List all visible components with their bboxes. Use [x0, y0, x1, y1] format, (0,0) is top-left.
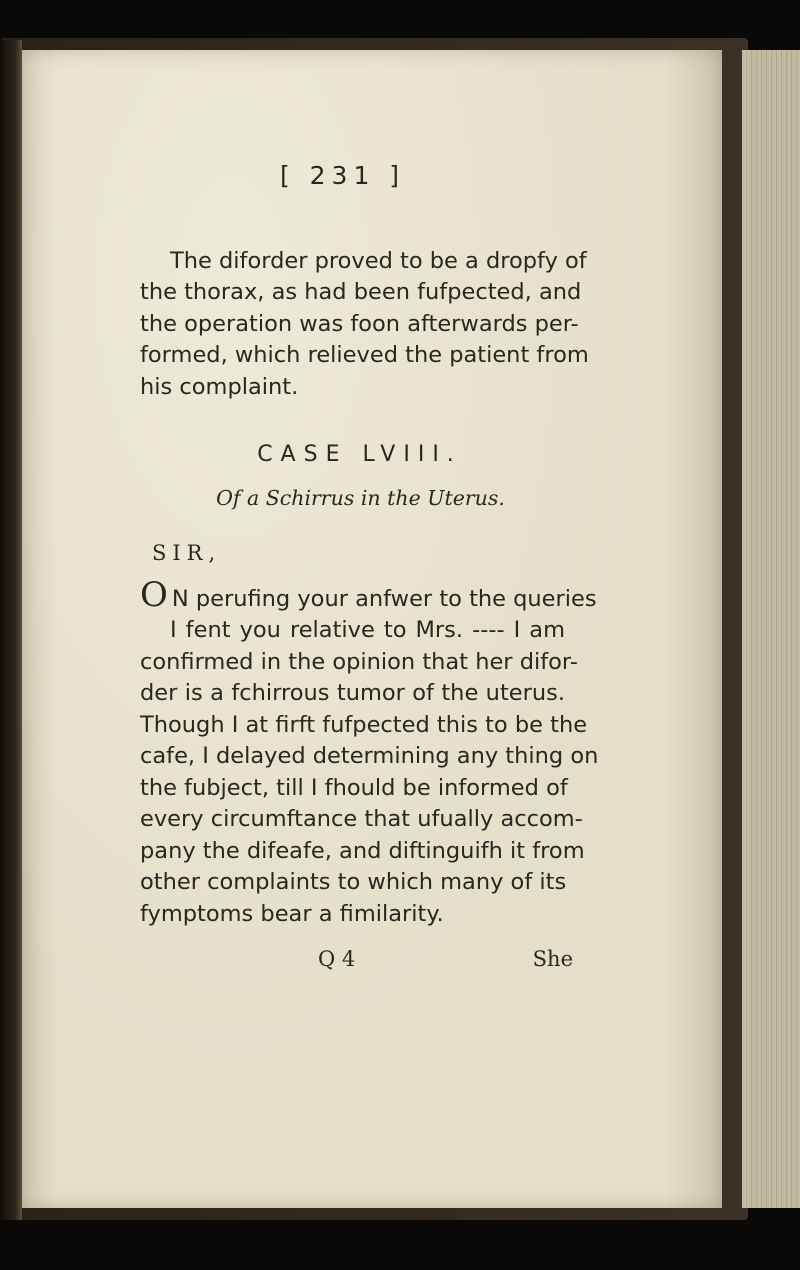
text-line: der is a fchirrous tumor of the uterus. [140, 680, 565, 706]
letter-body [140, 574, 599, 931]
text-line: formed, which relieved the patient from [140, 342, 589, 368]
page-text [140, 160, 599, 978]
text-line: the operation was foon afterwards per- [140, 310, 579, 337]
text-line: cafe, I delayed determining any thing on [140, 743, 599, 769]
text-line: Though I at firft fufpected this to be the [140, 711, 588, 738]
case-subtitle: Of a Schirrus in the Uterus. [216, 485, 505, 510]
text-line: the thorax, as had been fufpected, and [140, 279, 582, 305]
drop-cap: O [140, 574, 168, 615]
text-line: fymptoms bear a fimilarity. [140, 900, 444, 927]
text-line: pany the difeafe, and diftinguifh it from [140, 837, 585, 864]
text-line: The diforder proved to be a dropfy of [170, 247, 587, 274]
text-line: every circumftance that ufually accom- [140, 806, 583, 832]
text-line: confirmed in the opinion that her difor- [140, 648, 578, 675]
case-title: CASE LVIII. [257, 442, 462, 467]
signature-mark: Q 4 [318, 947, 356, 971]
text-line: other complaints to which many of its [140, 869, 567, 895]
text-line: I fent you relative to Mrs. ---- I am [170, 617, 565, 643]
text-line: the fubject, till I fhould be informed of [140, 774, 568, 801]
book-spine [0, 40, 22, 1220]
page-footer [140, 944, 573, 978]
text-line-first [140, 574, 597, 616]
text-line: his complaint. [140, 373, 299, 400]
page-number: [ 231 ] [279, 161, 406, 190]
paragraph-continuation [140, 246, 589, 404]
page-edges [742, 50, 800, 1208]
catchword: She [532, 947, 573, 971]
text-line: N perufing your anfwer to the queries [171, 585, 597, 612]
salutation: SIR, [152, 541, 222, 565]
